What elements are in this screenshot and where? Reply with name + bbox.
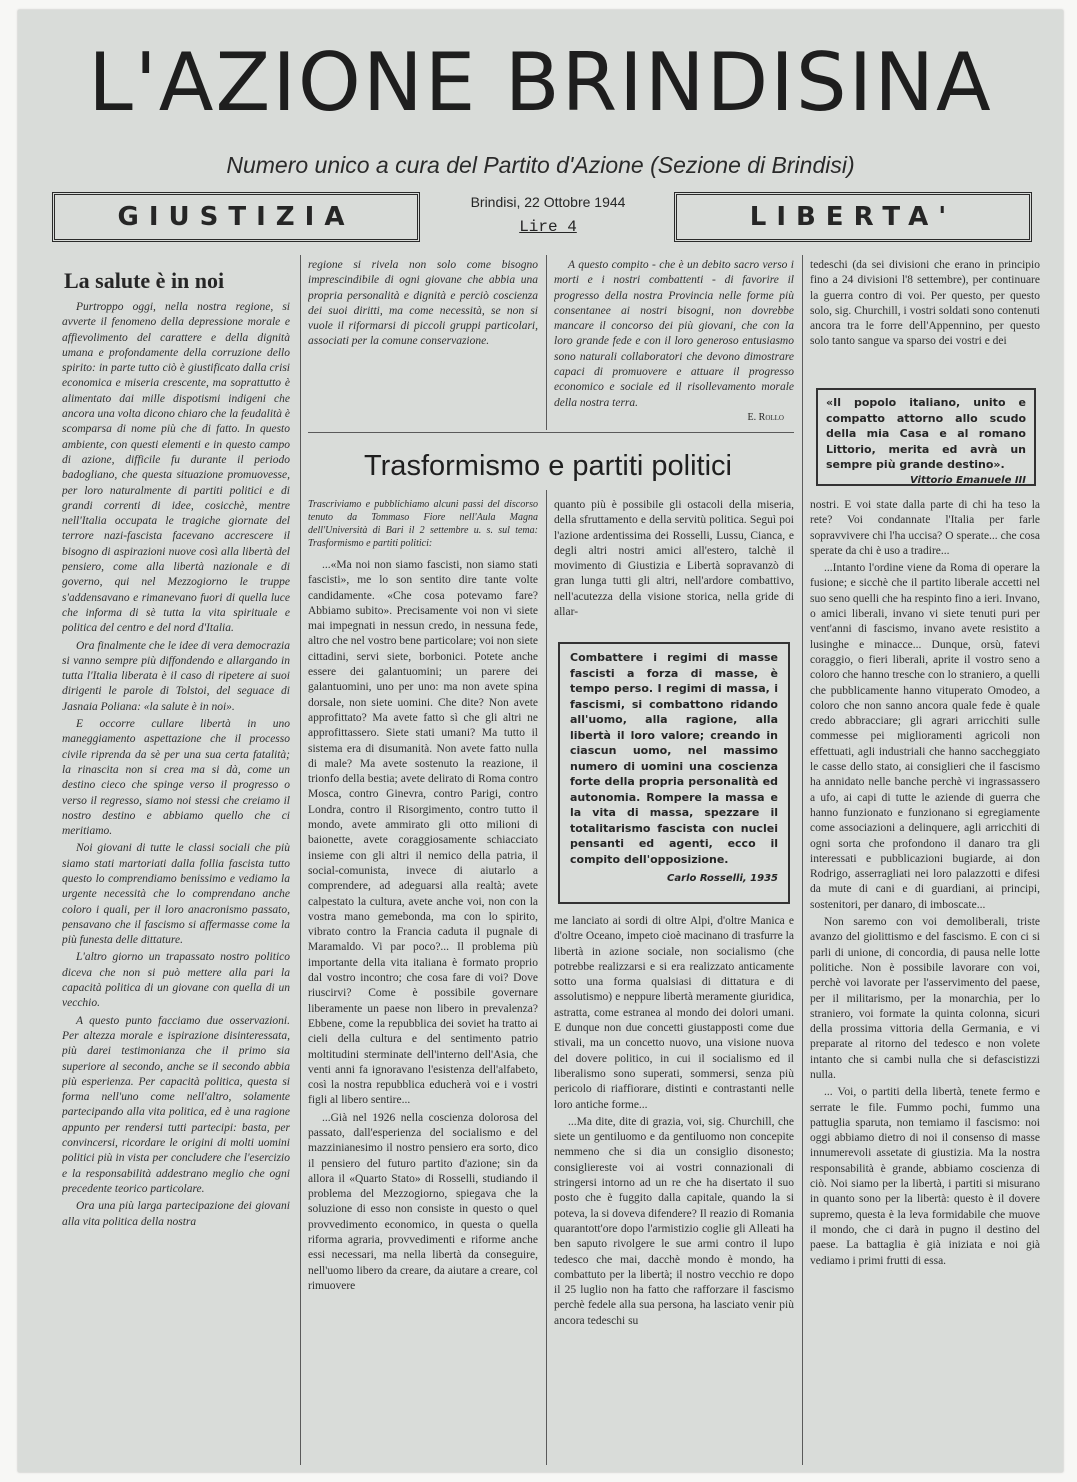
article-trasformismo-col3-top: [554, 498, 794, 638]
article-la-salute: [62, 300, 290, 1465]
column-rule: [802, 255, 803, 1465]
headline-la-salute: La salute è in noi: [64, 268, 225, 293]
paragraph: regione si rivela non solo come bisogno imprescindibile di ogni giovane che abbia una propria personalità e dignità e perciò coscienza dei suoi diritti, ma come necessità, se non si vuole il riformarsi di piccoli gruppi particolari, associati per la comune conservazione.: [308, 259, 538, 348]
paragraph: Noi giovani di tutte le classi sociali che più siamo stati martoriati dalla follia fascista tutto questo lo comprendiamo benissimo e vediamo la urgente necessità che lo comprendano anche coloro i quali, per il loro anacronismo passato, pensavano che il fascismo si affermasse come la più funesta delle dittature.: [62, 842, 290, 947]
king-quote-text: «Il popolo italiano, unito e compatto attorno allo scudo della mia Casa e al romano Littorio, merita ed avrà un sempre più grande destino».: [826, 396, 1026, 471]
article-la-salute-cont-b: [554, 258, 794, 408]
paragraph: E occorre cullare libertà in uno maneggiamento aspettazione che il processo civile riprenda da sè per una sua certa fatalità; la rinascita non si crea ma si dà, come un destino cieco che spinge verso il progresso o verso il regresso, siamo noi stessi che creiamo il nostro destino e abbiamo quello che ci meritiamo.: [62, 718, 290, 838]
paragraph: L'altro giorno un trapassato nostro politico diceva che non si può mettere alla pari la capacità politica di un giovane con quella di un vecchio.: [62, 951, 290, 1010]
dateline: Brindisi, 22 Ottobre 1944: [470, 194, 626, 210]
paragraph: Purtroppo oggi, nella nostra regione, si avverte il fenomeno della depressione morale e affievolimento del carattere e della dignità umana e profondamente della corruzione dello spirito: in parte tutto ciò è giustificato dalla crisi economica e miseria crescente, ma soprattutto è alimentato dai mille dispotismi indigeni che ancora una volta dicono chiaro che la feudalità è scomparsa di nome più che di fatto. In questo ambiente, con questi elementi e in questo campo di azione, difficile fu durante il periodo badogliano, che questa situazione promuovesse, per loro naturalmente di partiti politici e di grandi correnti di idee, cosicchè, mentre nell'Italia occupata le tragiche giornate del terrore nazi-fascista facevano accrescere il bisogno di aspirazioni nuove così alla libertà del pensiero, come alla libertà nazionale e di governo, qui nel Mezzogiorno le truppe s'addensavano e rimanevano fuori di quella luce che informa di sè tutta la vita spirituale e politica del centro e del nord d'Italia.: [62, 301, 290, 635]
paragraph: nostri. E voi state dalla parte di chi ha teso la rete? Voi condannate l'Italia per farle sopravvivere chi l'ha uccisa? O sperate... che cosa sperate da chi è uso a tradire...: [810, 499, 1040, 557]
paragraph: A questo compito - che è un debito sacro verso i morti e i nostri combattenti - di favorire il progresso della nostra Provincia nelle forme più consentanee ai nostri bisogni, non dovrebbe mancare il concorso dei più giovani, che con la loro grande fede e con il loro generoso entusiasmo sono naturali collaboratori che devono dimostrare capaci di promuovere e attuare il progresso economico e sociale ed il risollevamento morale della nostra terra.: [554, 259, 794, 408]
rosselli-quote-box: [558, 642, 790, 904]
headline-trasformismo: Trasformismo e partiti politici: [364, 450, 732, 482]
column-rule: [546, 490, 547, 1465]
article-trasformismo-col4-bottom: [810, 498, 1040, 1463]
paragraph: ...Già nel 1926 nella coscienza dolorosa del passato, dall'esperienza del socialismo e del mazzinianesimo il nostro pensiero era sorto, dico il pensiero del futuro partito d'azione; sin da allora il «Quarto Stato» di Rosselli, studiando il problema del Mezzogiorno, spiegava che la soluzione di esso non consiste in questo o quel provvedimento economico, in questa o quella riforma agraria, provvedimenti e riforme anche essi necessari, ma nella libertà da conseguire, nell'uomo libero da creare, da aiutare a creare, col rimuovere: [308, 1111, 538, 1292]
article-trasformismo-col4-top: [810, 258, 1040, 380]
article-la-salute-cont-a: [308, 258, 538, 428]
paragraph: A questo punto facciamo due osservazioni. Per altezza morale e ispirazione disinteressata, più darei testimonianza che il primo sia superiore al secondo, anche se il secondo abbia più esperienza. Per capacità politica, questa si forma nell'uno come nell'altro, solamente partecipando alla vita politica, ed è una ragione appunto per rendersi tutti partecipi: basta, per convincersi, ricordare le origini di molti uomini politici più in vista per concludere che l'esercizio e la responsabilità addestrano meglio che ogni precedente teorico particolare.: [62, 1014, 290, 1195]
rosselli-quote-text: Combattere i regimi di masse fascisti a forza di masse, è tempo perso. I regimi di massa, i fascismi, si combattono ridando all'uomo, alla ragione, alla libertà il loro valore; creando in ciascun uomo, nel massimo numero di uomini una coscienza forte della propria personalità ed autonomia. Rompere la massa e la vita di massa, spezzare il totalitarismo fascista con nuclei pensanti ed agenti, ecco il compito dell'opposizione.: [570, 651, 778, 866]
newspaper-page: [18, 10, 1063, 1472]
rosselli-quote-author: Carlo Rosselli, 1935: [667, 873, 778, 884]
article-trasformismo-col3-bottom: [554, 914, 794, 1464]
paragraph: me lanciato ai sordi di oltre Alpi, d'oltre Manica e d'oltre Oceano, impeto cioè macinano di trasfurre la libertà in azione sociale, non socialismo (che potrebbe realizzarsi e si era realizzato anticamente sotto una forma qualsiasi di dittatura e di assolutismo) e neppure libertà meramente giuridica, astratta, come estranea al mondo dei dolori umani. E dunque non due concetti giustapposti come due stivali, ma un concetto nuovo, una visione nuova del dovere politico, in cui il socialismo ed il liberalismo sono superati, sommersi, senza più pericolo di riaffiorare, distinti e contrastanti nelle loro antiche forme...: [554, 915, 794, 1111]
signature-rollo: E. Rollo: [747, 412, 784, 423]
paragraph: ...Intanto l'ordine viene da Roma di operare la fusione; e sicchè che il partito liberale accetti nel suo seno quelli che ha respinto fino a ieri. Invano, o amici liberali, invano vi siete tenuti puri per vent'anni di fascismo, invano avete resistito a lusinghe e minacce... Dunque, orsù, fatevi coraggio, o fieri liberali, aprite il vostro seno a coloro che hanno tresche con lo straniero, a quelli che pubblicamente hanno vituperato Omodeo, a coloro che non sanno ancora quale fede è quale credo abbracciare; gli agrari arricchiti sulle commesse pei miglioramenti agricoli non effettuati, agli industriali che hanno saccheggiato le casse dello stato, ai consiglieri che il fascismo ha annidato nelle banche perchè vi ingrassassero a ufo, ai capi di tutte le aziende di guerra che hanno funzionato e funzionano si egregiamente come associazioni a delinquere, agli arricchiti di ogni sorta che profondono il danaro tra gli interessati e pubblicazioni bugiarde, ai don Rodrigo, asserragliati nei loro palazzotti e difesi da mute di cani e di guardiani, ai principi, sostenitori, per danaro, di imboscate...: [810, 562, 1040, 911]
masthead-subtitle: Numero unico a cura del Partito d'Azione (Sezione di Brindisi): [226, 152, 855, 178]
paragraph: ... Voi, o partiti della libertà, tenete fermo e serrate le file. Fummo pochi, fummo una pattuglia sparuta, non temiamo il fascismo: noi oggi abbiamo dietro di noi il consenso di masse innumerevoli assetate di giustizia. Ma la nostra responsabilità è grande, abbiamo coscienza di ciò. Noi siamo per la libertà, i partiti si misurano in quanto sono per la libertà: questo è il dovere supremo, questa è la leva formidabile che muove il mondo, che ci darà in pugno il destino del paese. La battaglia è già iniziata e noi già vediamo i primi frutti di essa.: [810, 1086, 1040, 1267]
section-rule: [308, 432, 794, 433]
price: Lire 4: [519, 218, 577, 236]
paragraph: Ora una più larga partecipazione dei giovani alla vita politica della nostra: [62, 1200, 290, 1228]
masthead-title: L'AZIONE BRINDISINA: [88, 36, 993, 129]
paragraph: Non saremo con voi demoliberali, triste avanzo del giolittismo e del fascismo. E con ci si parli di unione, di concordia, di pausa nelle lotte politiche. Non è possibile lavorare con voi, perchè voi lavorate per l'asservimento del paese, per il militarismo, per la monarchia, per lo straniero, voi formate la quinta colonna, sicuri della prossima vittoria della Germania, e vi preparate al ritorno del tedesco e non volete intanto che si cambi nulla che si defascistizzi nulla.: [810, 916, 1040, 1081]
king-quote-author: Vittorio Emanuele III: [909, 474, 1026, 486]
column-rule: [300, 255, 301, 1465]
paragraph: ...«Ma noi non siamo fascisti, non siamo stati fascisti», me lo son sentito dire tante volte candidamente. «Che cosa potevamo fare? Abbiamo subito». Precisamente voi non vi siete mai impegnati in nessun credo, in nessuna fede, altro che nel vostro bene particolare; voi non siete cittadini, servi siete, borbonici. Potete anche essere dei galantuomini; un parere dei galantuomini, uno per uno: ma non avete spina dorsale, non siete uomini. Che dite? Non avete approfittato? Ma avete fatto sì che gli altri ne approfittassero. Siete stati umani? Ma tutto il sistema era di disumanità. Non avete fatto nulla di male? Ma avete sostenuto la reazione, il trionfo della bestia; avete delirato di Roma contro Mosca, contro Ginevra, contro Parigi, contro Londra, contro il Risorgimento, contro tutto il mondo, avete ammirato gli otto milioni di baionette, avete coraggiosamente schiacciato insieme con gli altri il nemico della patria, il social-comunista, invece di aiutarlo a comprendere, ad adeguarsi alla realtà; avete calpestato la cultura, avete anche voi, non con la vostra mano gemebonda, ma con lo spirito, vibrato contro la Francia caduta il pugnale di Maramaldo. Vi par poco?... Il problema più importante della vita italiana è formato proprio dal vostro incontro; che cosa fare di voi? Dove riuscirvi? Come è possibile governare liberamente un paese non libero in prevalenza? Ebbene, come la repubblica dei soviet ha tratto ai cieli della cultura e del sentimento patrio moltitudini sterminate dell'interno dell'Asia, che venti anni fa ignoravano l'esistenza dell'alfabeto, così la nostra repubblica educherà voi e i vostri figli al libero sentire...: [308, 559, 538, 1107]
ear-liberta: LIBERTA': [674, 192, 1032, 242]
paragraph: tedeschi (da sei divisioni che erano in principio fino a 24 divisioni l'8 settembre), per continuare la guerra contro di voi. Per questo, per questo solo, sig. Churchill, i vostri soldati sono contenuti ancora tra le forre dell'Appennino, per questo solo tanto sangue va sparso dei vostri e dei: [810, 259, 1040, 348]
article-intro: Trascriviamo e pubblichiamo alcuni passi del discorso tenuto da Tommaso Fiore nell'Aula Magna dell'Università di Bari il 2 settembre u. s. sul tema: Trasformismo e partiti politici:: [308, 499, 538, 549]
paragraph: quanto più è possibile gli ostacoli della miseria, della sfruttamento e della servitù politica. Seguì poi l'azione ardentissima dei Rosselli, Lussu, Cianca, e degli altri nostri amici all'estero, talchè il movimento di Giustizia e Libertà sopravanzò di gran lunga tutti gli altri, nell'ardore combattivo, nell'acutezza della visione storica, nella gride di allar-: [554, 499, 794, 619]
column-rule: [546, 255, 547, 430]
ear-giustizia: GIUSTIZIA: [52, 192, 420, 242]
paragraph: ...Ma dite, dite di grazia, voi, sig. Churchill, che siete un gentiluomo e da gentiluomo non concepite nemmeno che si dia un consiglio disonesto; consigliereste voi ai vostri connazionali di stringersi intorno ad un re che ha disertato il suo posto che è fuggito dalla capitale, quando la si poteva, la si doveva difendere? Il reazio di Romania quarantott'ore dopo l'armistizio coglie gli Alleati ha ben saputo rivolgere le sue armi contro il lupo tedesco che mai, dacchè mondo è mondo, ha combattuto per la libertà; il nostro vecchio re dopo il 25 luglio non ha fatto che rafforzare il fascismo perchè fedele alla sua persona, ha lasciato venir più ancora tedeschi su: [554, 1115, 794, 1327]
article-trasformismo-col2: [308, 498, 538, 1463]
paragraph: Ora finalmente che le idee di vera democrazia si vanno sempre più diffondendo e allargando in tutta l'Italia liberata è il caso di ripetere ai suoi dirigenti le parole di Tolstoi, del seguace di Jasnaia Poliana: «la salute è in noi».: [62, 639, 290, 713]
king-quote-box: [816, 388, 1036, 486]
